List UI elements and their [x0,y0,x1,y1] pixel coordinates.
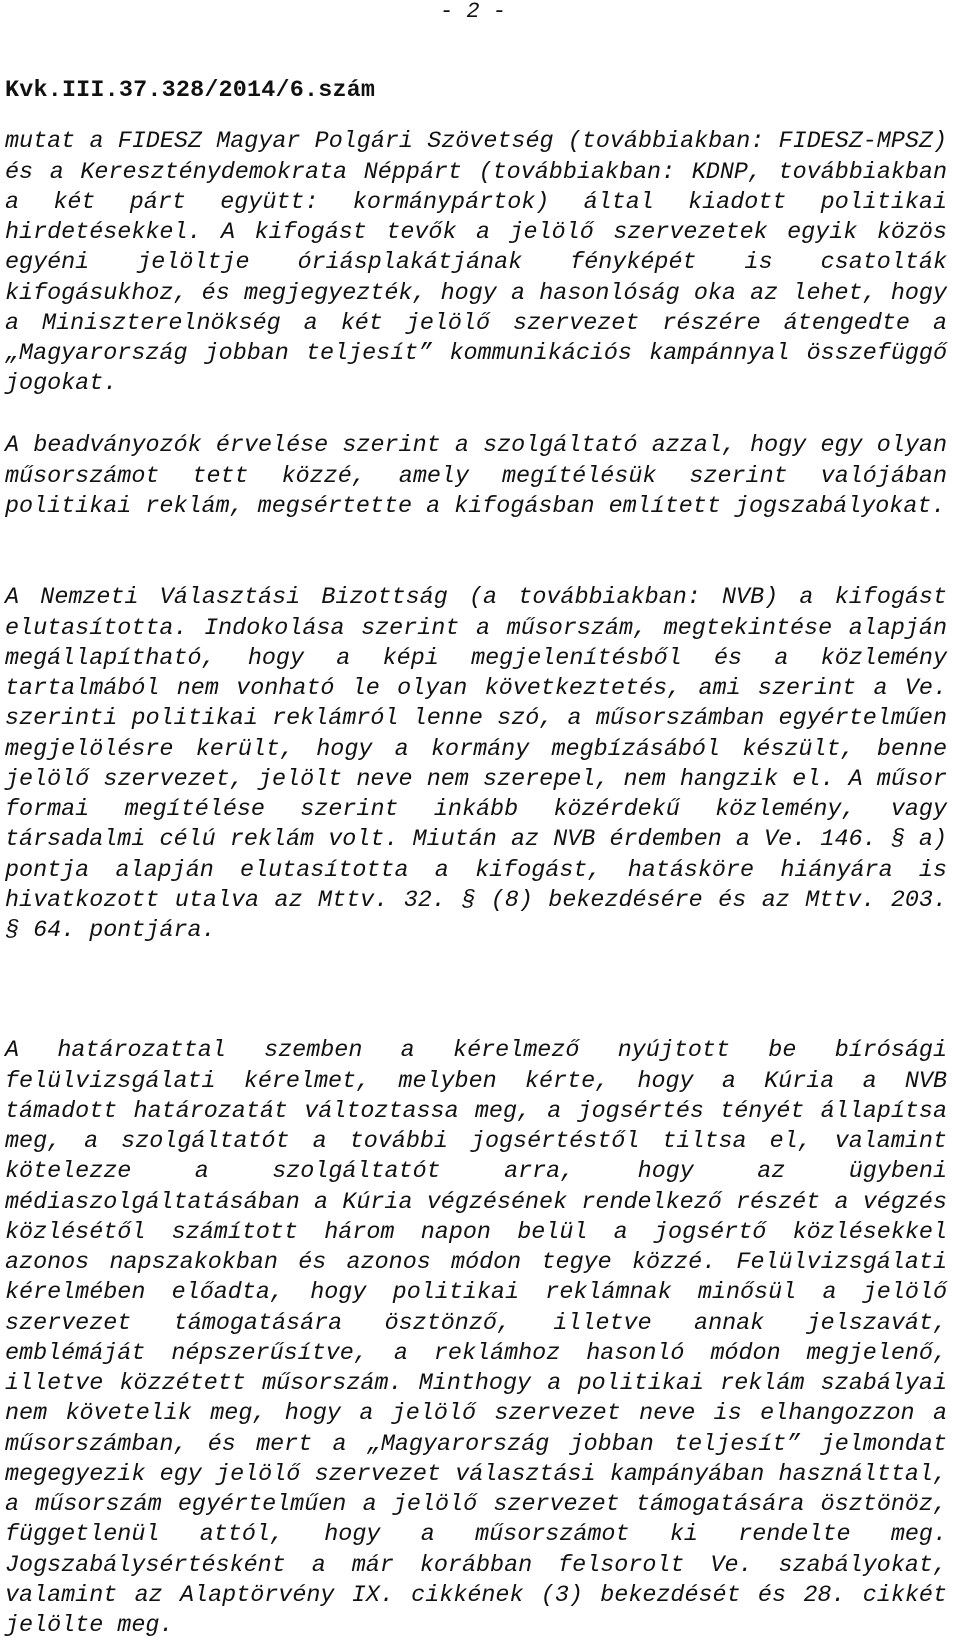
paragraph-3: A Nemzeti Választási Bizottság (a továbbiakban: NVB) a kifogást elutasította. Indokolása szerint a műsorszám, megtekintése alapján megállapítható, hogy a képi megjelenítésből és a közlemény tartalmából nem vonható le olyan következtetés, ami szerint a Ve. szerinti politikai reklámról lenne szó, a műsorszámban egyértelműen megjelölésre került, hogy a kormány megbízásából készült, benne jelölő szervezet, jelölt neve nem szerepel, nem hangzik el. A műsor formai megítélése szerint inkább közérdekű közlemény, vagy társadalmi célú reklám volt. Miután az NVB érdemben a Ve. 146. § a) pontja alapján elutasította a kifogást, hatásköre hiányára is hivatkozott utalva az Mttv. 32. § (8) bekezdésére és az Mttv. 203. § 64. pontjára. [5,585,947,945]
paragraph-2: A beadványozók érvelése szerint a szolgáltató azzal, hogy egy olyan műsorszámot tett közzé, amely megítélésük szerint valójában politikai reklám, megsértette a kifogásban említett jogszabályokat. [5,433,947,520]
paragraph-1: mutat a FIDESZ Magyar Polgári Szövetség (továbbiakban: FIDESZ-MPSZ) és a Kereszténydemokrata Néppárt (továbbiakban: KDNP, továbbiakban a két párt együtt: kormánypártok) által kiadott politikai hirdetésekkel. A kifogást tevők a jelölő szervezetek egyik közös egyéni jelöltje óriásplakátjának fényképét is csatolták kifogásukhoz, és megjegyezték, hogy a hasonlóság oka az lehet, hogy a Miniszterelnökség a két jelölő szervezet részére átengedte a „Magyarország jobban teljesít” kommunikációs kampánnyal összefüggő jogokat. [5,129,947,398]
document-content [5,0,945,1647]
case-number: Kvk.III.37.328/2014/6.szám [5,78,376,104]
paragraph-4: A határozattal szemben a kérelmező nyújtott be bírósági felülvizsgálati kérelmet, melyben kérte, hogy a Kúria a NVB támadott határozatát változtassa meg, a jogsértés tényét állapítsa meg, a szolgáltatót a további jogsértéstől tiltsa el, valamint kötelezze a szolgáltatót arra, hogy az ügybeni médiaszolgáltatásában a Kúria végzésének rendelkező részét a végzés közlésétől számított három napon belül a jogsértő közlésekkel azonos napszakokban és azonos módon tegye közzé. Felülvizsgálati kérelmében előadta, hogy politikai reklámnak minősül a jelölő szervezet támogatására ösztönző, illetve annak jelszavát, emblémáját népszerűsítve, a reklámhoz hasonló módon megjelenő, illetve közzétett műsorszám. Minthogy a politikai reklám szabályai nem követelik meg, hogy a jelölő szervezet neve is elhangozzon a műsorszámban, és mert a „Magyarország jobban teljesít” jelmondat megegyezik egy jelölő szervezet választási kampányában használttal, a műsorszám egyértelműen a jelölő szervezet támogatására ösztönöz, függetlenül attól, hogy a műsorszámot ki rendelte meg. Jogszabálysértésként a már korábban felsorolt Ve. szabályokat, valamint az Alaptörvény IX. cikkének (3) bekezdését és 28. cikkét jelölte meg. [5,1038,947,1640]
page-number: - 2 - [440,0,507,24]
